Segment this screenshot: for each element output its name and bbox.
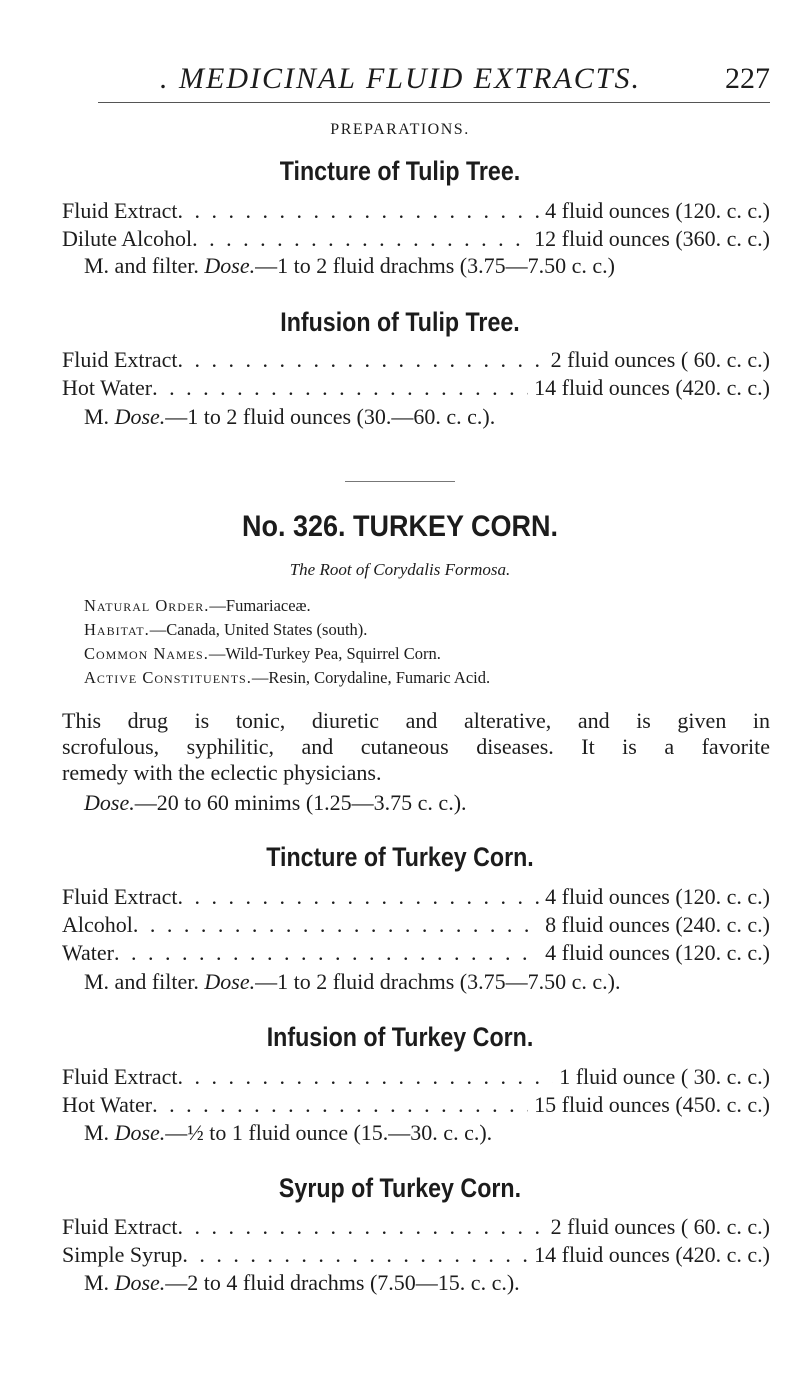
ingredient-name: Fluid Extract [62,198,178,223]
dose-label: Dose. [114,1120,166,1145]
ingredient-quantity: 4 fluid ounces (120. c. c.) [545,198,770,223]
ingredient-row [62,884,770,910]
ingredient-row [62,912,770,938]
ingredient-quantity: 2 fluid ounces ( 60. c. c.) [550,347,770,372]
meta-key: Common Names. [84,644,209,663]
dose-label: Dose. [204,253,256,278]
dose-label: Dose. [84,790,135,815]
ingredient-row [62,198,770,224]
meta-key: Natural Order. [84,596,210,615]
meta-value: —Resin, Corydaline, Fumaric Acid. [251,668,491,687]
recipe-title: Syrup of Turkey Corn. [278,1173,522,1203]
dose-text: —½ to 1 fluid ounce (15.—30. c. c.). [165,1120,493,1145]
dose-label: Dose. [114,1270,166,1295]
ingredient-quantity: 14 fluid ounces (420. c. c.) [534,1242,770,1267]
ingredient-quantity: 1 fluid ounce ( 30. c. c.) [559,1064,770,1089]
dose-line [84,790,792,816]
dose-text: —20 to 60 minims (1.25—3.75 c. c.). [134,790,467,815]
dose-text: —1 to 2 fluid ounces (30.—60. c. c.). [165,404,496,429]
ingredient-name: Fluid Extract [62,1214,178,1239]
meta-row [84,644,441,664]
ingredient-name: Alcohol [62,912,133,937]
ingredient-name: Dilute Alcohol [62,226,193,251]
dose-text: —1 to 2 fluid drachms (3.75—7.50 c. c.). [255,969,621,994]
directions-line [84,404,792,430]
ingredient-row [62,1242,770,1268]
meta-row [84,596,311,616]
directions-prefix: M. and filter. [84,969,199,994]
section-divider [345,481,455,482]
ingredient-quantity: 4 fluid ounces (120. c. c.) [545,884,770,909]
section-label: PREPARATIONS. [330,121,470,138]
meta-row [84,668,490,688]
meta-row [84,620,367,640]
directions-prefix: M. [84,1270,110,1295]
ingredient-quantity: 2 fluid ounces ( 60. c. c.) [550,1214,770,1239]
ingredient-quantity: 15 fluid ounces (450. c. c.) [534,1092,770,1117]
ingredient-name: Fluid Extract [62,347,178,372]
ingredient-quantity: 14 fluid ounces (420. c. c.) [534,375,770,400]
ingredient-row [62,226,770,252]
recipe-title: Tincture of Turkey Corn. [266,842,534,872]
directions-prefix: M. [84,1120,110,1145]
running-title: . MEDICINAL FLUID EXTRACTS. [160,62,641,95]
running-head [160,62,770,96]
directions-line [84,1270,792,1296]
meta-value: —Canada, United States (south). [149,620,368,639]
dose-label: Dose. [114,404,166,429]
ingredient-name: Hot Water [62,375,153,400]
dose-label: Dose. [204,969,256,994]
meta-key: Active Constituents. [84,668,252,687]
description-line: remedy with the eclectic physicians. [62,760,382,785]
dose-text: —2 to 4 fluid drachms (7.50—15. c. c.). [165,1270,520,1295]
ingredient-quantity: 8 fluid ounces (240. c. c.) [545,912,770,937]
description-paragraph [62,708,770,786]
meta-value: —Fumariaceæ. [209,596,311,615]
header-rule [98,102,770,103]
recipe-title: Infusion of Turkey Corn. [266,1022,534,1052]
recipe-title: Infusion of Tulip Tree. [280,307,520,337]
ingredient-name: Water [62,940,114,965]
ingredient-row [62,1064,770,1090]
directions-line [84,253,792,279]
meta-key: Habitat. [84,620,150,639]
ingredient-row [62,940,770,966]
meta-value: —Wild-Turkey Pea, Squirrel Corn. [208,644,441,663]
directions-prefix: M. and filter. [84,253,199,278]
description-line: scrofulous, syphilitic, and cutaneous diseases. It is a favorite [62,734,770,759]
ingredient-quantity: 12 fluid ounces (360. c. c.) [534,226,770,251]
ingredient-row [62,347,770,373]
ingredient-row [62,375,770,401]
recipe-title: Tincture of Tulip Tree. [279,156,521,186]
ingredient-row [62,1092,770,1118]
ingredient-name: Simple Syrup [62,1242,183,1267]
ingredient-quantity: 4 fluid ounces (120. c. c.) [545,940,770,965]
directions-line [84,969,792,995]
description-line: This drug is tonic, diuretic and alterative, and is given in [62,708,770,733]
directions-line [84,1120,792,1146]
ingredient-row [62,1214,770,1240]
ingredient-name: Fluid Extract [62,1064,178,1089]
monograph-subtitle: The Root of Corydalis Formosa. [289,560,511,579]
ingredient-name: Fluid Extract [62,884,178,909]
ingredient-name: Hot Water [62,1092,153,1117]
monograph-heading: No. 326. TURKEY CORN. [241,510,559,543]
dose-text: —1 to 2 fluid drachms (3.75—7.50 c. c.) [255,253,615,278]
page-number: 227 [725,62,770,95]
directions-prefix: M. [84,404,110,429]
